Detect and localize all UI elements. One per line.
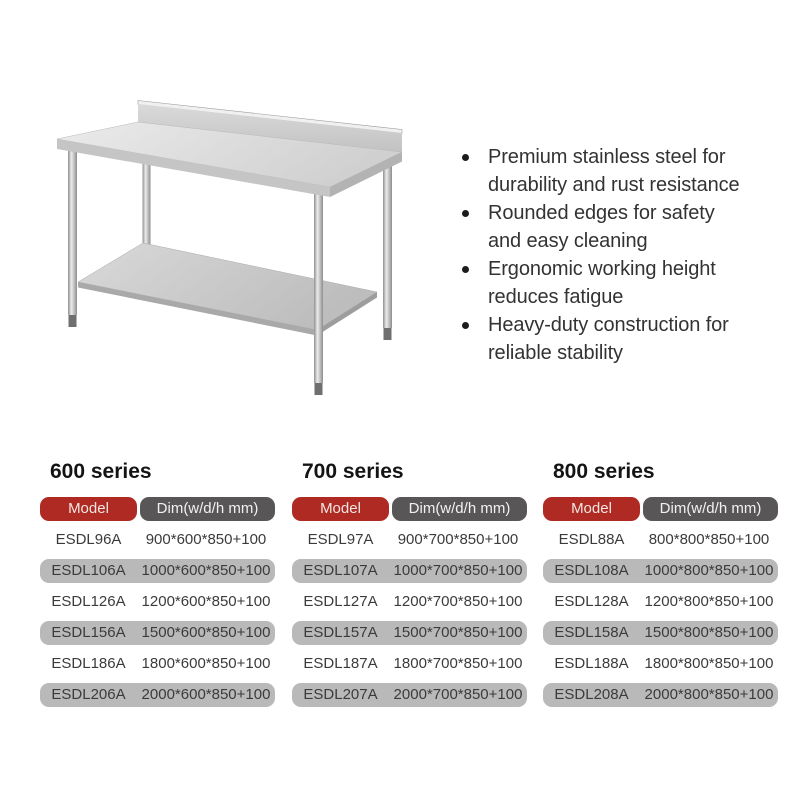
bullet-icon (462, 154, 469, 161)
dim-cell: 1200*700*850+100 (393, 593, 523, 610)
table-row (292, 559, 527, 583)
model-cell: ESDL187A (303, 655, 378, 672)
dim-cell: 1800*700*850+100 (393, 655, 523, 672)
table-row (543, 559, 778, 583)
model-cell: ESDL206A (51, 686, 126, 703)
feature-line: and easy cleaning (488, 230, 648, 252)
table-row (40, 559, 275, 583)
table-row (292, 528, 527, 552)
table-row (40, 652, 275, 676)
dim-cell: 1800*600*850+100 (141, 655, 271, 672)
table-row (292, 683, 527, 707)
feature-item (456, 199, 788, 255)
dim-cell: 2000*700*850+100 (393, 686, 523, 703)
feature-line: Ergonomic working height (488, 258, 716, 280)
series-table-600 (40, 458, 275, 707)
dim-cell: 1000*800*850+100 (644, 562, 774, 579)
header-dim: Dim(w/d/h mm) (140, 497, 275, 521)
model-cell: ESDL188A (554, 655, 629, 672)
dim-cell: 1200*800*850+100 (644, 593, 774, 610)
dim-cell: 900*600*850+100 (145, 531, 267, 548)
model-cell: ESDL127A (303, 593, 378, 610)
model-cell: ESDL107A (303, 562, 378, 579)
feature-text (488, 311, 729, 367)
table-row (40, 528, 275, 552)
series-table-700 (292, 458, 527, 707)
table-row (543, 621, 778, 645)
model-cell: ESDL126A (51, 593, 126, 610)
feature-line: reliable stability (488, 342, 623, 364)
header-model: Model (40, 497, 137, 521)
feature-text (488, 255, 716, 311)
dim-cell: 1500*700*850+100 (393, 624, 523, 641)
dim-cell: 1200*600*850+100 (141, 593, 271, 610)
model-cell: ESDL208A (554, 686, 629, 703)
model-cell: ESDL158A (554, 624, 629, 641)
model-cell: ESDL97A (307, 531, 374, 548)
dim-cell: 1800*800*850+100 (644, 655, 774, 672)
feature-item (456, 143, 788, 199)
series-title: 600 series (50, 460, 152, 483)
dim-cell: 2000*800*850+100 (644, 686, 774, 703)
model-cell: ESDL106A (51, 562, 126, 579)
feature-text (488, 143, 740, 199)
table-row (40, 683, 275, 707)
table-row (543, 652, 778, 676)
header-model: Model (292, 497, 389, 521)
bullet-icon (462, 322, 469, 329)
table-row (543, 683, 778, 707)
header-dim: Dim(w/d/h mm) (643, 497, 778, 521)
model-cell: ESDL96A (55, 531, 122, 548)
series-title: 700 series (302, 460, 404, 483)
bullet-icon (462, 266, 469, 273)
dim-cell: 1500*600*850+100 (141, 624, 271, 641)
feature-text (488, 199, 715, 255)
feature-item (456, 311, 788, 367)
table-row (292, 652, 527, 676)
feature-line: Premium stainless steel for (488, 146, 726, 168)
model-cell: ESDL157A (303, 624, 378, 641)
dim-cell: 900*700*850+100 (397, 531, 519, 548)
table-header (543, 497, 778, 521)
feature-line: durability and rust resistance (488, 174, 740, 196)
model-cell: ESDL128A (554, 593, 629, 610)
bullet-icon (462, 210, 469, 217)
table-row (292, 590, 527, 614)
model-cell: ESDL88A (558, 531, 625, 548)
series-table-800 (543, 458, 778, 707)
table-undershelf (78, 243, 377, 336)
dim-cell: 1000*600*850+100 (141, 562, 271, 579)
header-dim: Dim(w/d/h mm) (392, 497, 527, 521)
model-cell: ESDL207A (303, 686, 378, 703)
model-cell: ESDL108A (554, 562, 629, 579)
header-model: Model (543, 497, 640, 521)
feature-item (456, 255, 788, 311)
table-row (543, 528, 778, 552)
feature-line: Rounded edges for safety (488, 202, 715, 224)
model-cell: ESDL156A (51, 624, 126, 641)
table-row (40, 590, 275, 614)
feature-line: Heavy-duty construction for (488, 314, 729, 336)
table-header (40, 497, 275, 521)
dim-cell: 2000*600*850+100 (141, 686, 271, 703)
table-row (543, 590, 778, 614)
table-row (40, 621, 275, 645)
dim-cell: 1500*800*850+100 (644, 624, 774, 641)
series-title: 800 series (553, 460, 655, 483)
product-image (42, 88, 442, 408)
dim-cell: 1000*700*850+100 (393, 562, 523, 579)
dim-cell: 800*800*850+100 (648, 531, 770, 548)
model-cell: ESDL186A (51, 655, 126, 672)
table-row (292, 621, 527, 645)
feature-line: reduces fatigue (488, 286, 624, 308)
feature-list (456, 143, 788, 367)
table-header (292, 497, 527, 521)
